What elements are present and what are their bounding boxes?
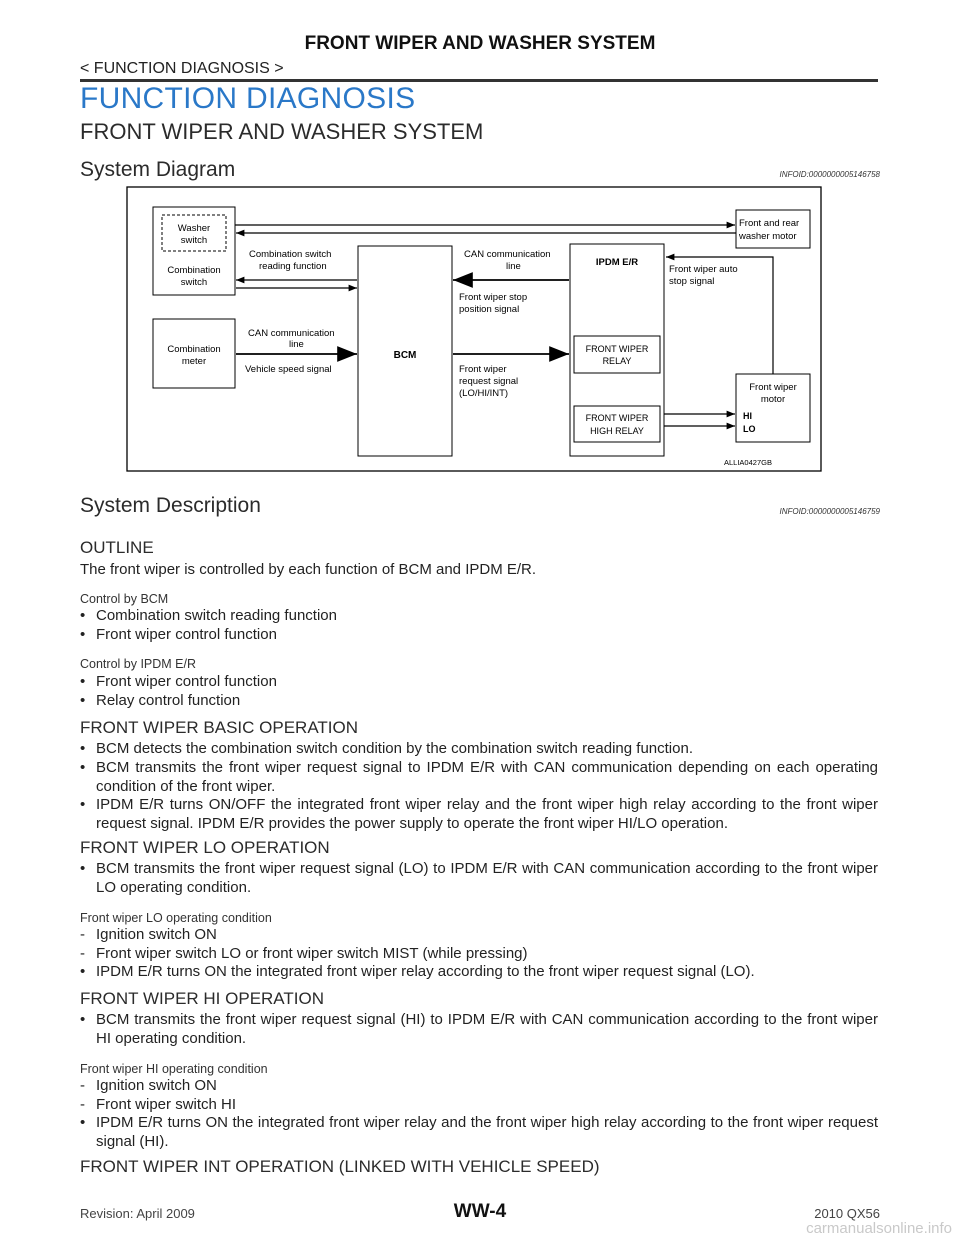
list-item: • BCM transmits the front wiper request signal (LO) to IPDM E/R with CAN communication according to the front wiper LO operating condition.	[80, 860, 878, 896]
basic-operation-heading: FRONT WIPER BASIC OPERATION	[80, 718, 359, 737]
washer-motor-label: Front and rear	[739, 218, 800, 229]
stop-position-label: Front wiper stop	[459, 292, 528, 303]
can-line-label: CAN communication	[248, 328, 335, 339]
list-item: • Front wiper control function	[80, 626, 277, 643]
front-wiper-relay-label: FRONT WIPER	[585, 344, 649, 354]
system-diagram-heading: System Diagram	[80, 158, 236, 181]
vehicle-speed-label: Vehicle speed signal	[245, 364, 332, 375]
int-operation-heading: FRONT WIPER INT OPERATION (LINKED WITH VEHICLE SPEED)	[80, 1157, 600, 1176]
section-heading: FUNCTION DIAGNOSIS	[80, 82, 416, 115]
list-item: • Front wiper control function	[80, 673, 277, 690]
footer-revision: Revision: April 2009	[80, 1206, 195, 1221]
control-by-bcm-label: Control by BCM	[80, 592, 169, 606]
combination-meter-label: Combination	[167, 344, 221, 355]
page-header-title: FRONT WIPER AND WASHER SYSTEM	[304, 33, 656, 54]
footer-model: 2010 QX56	[814, 1206, 880, 1221]
front-wiper-relay-label: RELAY	[602, 356, 632, 366]
washer-motor-box	[736, 210, 810, 248]
system-diagram	[126, 186, 822, 472]
washer-switch-label: Washer	[177, 223, 211, 234]
comb-switch-reading-label: reading function	[259, 261, 327, 272]
request-signal-label: (LO/HI/INT)	[459, 388, 509, 399]
can-line-label: CAN communication	[464, 249, 551, 260]
list-item: • Relay control function	[80, 692, 241, 709]
request-signal-label: request signal	[459, 376, 519, 387]
list-item: - Ignition switch ON	[80, 1077, 217, 1094]
washer-motor-label: washer motor	[739, 231, 797, 242]
combination-switch-label: switch	[180, 277, 208, 288]
lo-condition-label: Front wiper LO operating condition	[80, 911, 272, 925]
hi-condition-label: Front wiper HI operating condition	[80, 1062, 268, 1076]
wiper-motor-label: Front wiper	[749, 382, 797, 393]
page-number: WW-4	[453, 1201, 507, 1222]
list-item: • IPDM E/R turns ON/OFF the integrated front wiper relay and the front wiper high relay according to the front wiper request signal. IPDM E/R provides the power supply to operate the front wiper HI/LO operation.	[80, 796, 878, 832]
comb-switch-reading-label: Combination switch	[249, 249, 332, 260]
lo-terminal-label: LO	[743, 424, 756, 434]
auto-stop-label: Front wiper auto	[669, 264, 738, 275]
list-item: • Combination switch reading function	[80, 607, 337, 624]
bcm-label: BCM	[393, 350, 417, 361]
front-wiper-high-relay-label: HIGH RELAY	[590, 426, 644, 436]
combination-meter-label: meter	[181, 356, 207, 367]
list-item: - Front wiper switch HI	[80, 1096, 237, 1113]
hi-operation-heading: FRONT WIPER HI OPERATION	[80, 989, 324, 1008]
system-description-info-id: INFOID:0000000005146759	[779, 507, 880, 516]
lo-operation-heading: FRONT WIPER LO OPERATION	[80, 838, 330, 857]
can-line-label: line	[506, 261, 521, 272]
figure-id: ALLIA0427GB	[724, 458, 772, 467]
front-wiper-high-relay-box	[574, 406, 660, 442]
list-item: • BCM transmits the front wiper request signal to IPDM E/R with CAN communication depending on each operating condition of the front wiper.	[80, 759, 878, 795]
system-heading: FRONT WIPER AND WASHER SYSTEM	[80, 119, 484, 144]
washer-switch-label: switch	[180, 235, 208, 246]
stop-position-label: position signal	[459, 304, 520, 315]
list-item: • BCM detects the combination switch condition by the combination switch reading function.	[80, 740, 693, 757]
outline-text: The front wiper is controlled by each function of BCM and IPDM E/R.	[80, 561, 537, 578]
hi-terminal-label: HI	[743, 411, 752, 421]
list-item: - Ignition switch ON	[80, 926, 217, 943]
list-item: - Front wiper switch LO or front wiper switch MIST (while pressing)	[80, 945, 528, 962]
system-description-heading: System Description	[80, 494, 261, 517]
list-item: • BCM transmits the front wiper request signal (HI) to IPDM E/R with CAN communication according to the front wiper HI operating condition.	[80, 1011, 878, 1047]
breadcrumb: < FUNCTION DIAGNOSIS >	[80, 60, 284, 77]
control-by-ipdm-label: Control by IPDM E/R	[80, 657, 197, 671]
combination-switch-label: Combination	[167, 265, 221, 276]
wiper-motor-label: motor	[760, 394, 786, 405]
can-line-label: line	[289, 339, 304, 350]
front-wiper-high-relay-label: FRONT WIPER	[585, 413, 649, 423]
request-signal-label: Front wiper	[459, 364, 507, 375]
outline-heading: OUTLINE	[80, 538, 154, 557]
list-item: • IPDM E/R turns ON the integrated front wiper relay and the front wiper high relay according to the front wiper request signal (HI).	[80, 1114, 878, 1150]
list-item: • IPDM E/R turns ON the integrated front wiper relay according to the front wiper request signal (LO).	[80, 963, 755, 980]
auto-stop-label: stop signal	[669, 276, 715, 287]
watermark: carmanualsonline.info	[806, 1220, 952, 1237]
system-diagram-info-id: INFOID:0000000005146758	[779, 170, 880, 179]
ipdm-er-label: IPDM E/R	[595, 257, 639, 268]
front-wiper-relay-box	[574, 336, 660, 373]
